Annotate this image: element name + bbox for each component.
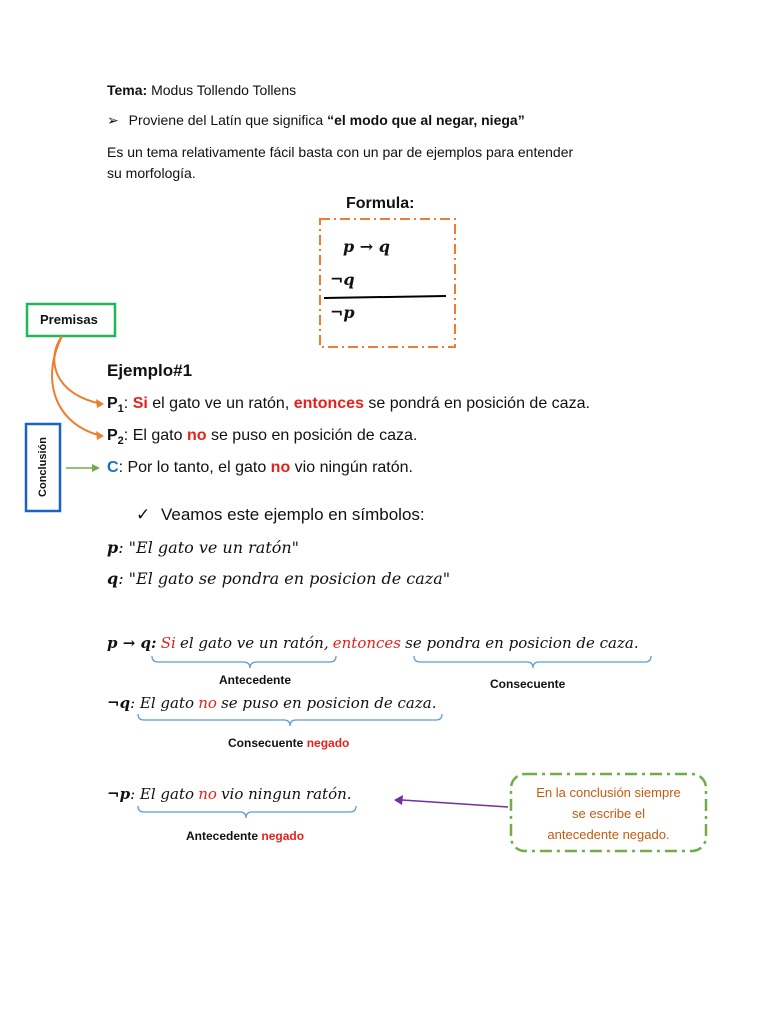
tema-value: Modus Tollendo Tollens bbox=[151, 82, 297, 98]
label-consecuente: Consecuente bbox=[490, 677, 566, 691]
p2-end: se puso en posición de caza. bbox=[210, 427, 418, 444]
bullet-arrow-icon: ➢ bbox=[107, 112, 119, 128]
tema-label: Tema: bbox=[107, 82, 148, 98]
notq-no: no bbox=[198, 694, 217, 712]
symbols-heading: Veamos este ejemplo en símbolos: bbox=[160, 505, 425, 524]
intro-line-2: su morfología. bbox=[107, 165, 196, 181]
label-antecedente-negado bbox=[186, 829, 304, 843]
note-line-3: antecedente negado. bbox=[547, 827, 670, 842]
formula-line-1: p → q bbox=[343, 237, 390, 256]
origin-text: Proviene del Latín que significa bbox=[128, 112, 324, 128]
label-consecuente-negado-2: negado bbox=[306, 736, 350, 750]
brace-consecuente bbox=[414, 656, 651, 668]
notq-symbol: ¬q bbox=[107, 694, 131, 712]
c-label: C bbox=[107, 459, 119, 476]
premisas-label: Premisas bbox=[40, 312, 98, 327]
impl-entonces: entonces bbox=[332, 634, 401, 652]
c-end: vio ningún ratón. bbox=[294, 459, 413, 476]
brace-antecedente-negado bbox=[138, 806, 356, 818]
label-antecedente-negado-2: negado bbox=[261, 829, 305, 843]
notp-start: : El gato bbox=[130, 785, 195, 803]
label-consecuente-negado bbox=[228, 736, 349, 750]
premisas-arrow-1 bbox=[54, 336, 102, 404]
impl-si: Si bbox=[160, 634, 176, 652]
impl-symbol: p → q bbox=[107, 634, 151, 652]
impl-colon: : bbox=[151, 634, 157, 652]
conclusion-label: Conclusión bbox=[37, 437, 49, 497]
p-definition bbox=[107, 538, 299, 558]
p2-start: : El gato bbox=[123, 427, 183, 444]
premise-2 bbox=[107, 427, 417, 447]
brace-antecedente bbox=[152, 656, 336, 668]
label-antecedente-negado-1: Antecedente bbox=[186, 829, 259, 843]
origin-line bbox=[107, 112, 525, 129]
notp-no: no bbox=[198, 785, 217, 803]
implication-line bbox=[107, 634, 639, 652]
formula-line-3: ¬p bbox=[330, 303, 355, 322]
premise-1 bbox=[107, 395, 590, 415]
note-arrow bbox=[402, 800, 508, 807]
example-title: Ejemplo#1 bbox=[107, 361, 193, 380]
notq-start: : El gato bbox=[130, 694, 195, 712]
p1-label: P bbox=[107, 395, 118, 412]
p-def: : "El gato ve un ratón" bbox=[118, 538, 300, 557]
p1-sub: 1 bbox=[117, 403, 124, 416]
p1-colon: : bbox=[123, 395, 129, 412]
p2-sub: 2 bbox=[117, 435, 124, 448]
origin-quote: “el modo que al negar, niega” bbox=[327, 112, 525, 128]
p-symbol: p bbox=[107, 538, 119, 557]
notp-symbol: ¬p bbox=[107, 785, 131, 803]
c-start: : Por lo tanto, el gato bbox=[118, 459, 267, 476]
p1-end: se pondrá en posición de caza. bbox=[368, 395, 590, 412]
p1-mid: el gato ve un ratón, bbox=[152, 395, 290, 412]
intro-line-1: Es un tema relativamente fácil basta con un par de ejemplos para entender bbox=[107, 144, 574, 160]
impl-antecedent: el gato ve un ratón, bbox=[179, 634, 329, 652]
q-symbol: q bbox=[107, 569, 119, 588]
conclusion-line bbox=[107, 459, 413, 477]
c-no: no bbox=[270, 459, 291, 476]
tema-line bbox=[107, 82, 296, 98]
notq-line bbox=[107, 694, 436, 712]
impl-consequent: se pondra en posicion de caza. bbox=[405, 634, 639, 652]
q-def: : "El gato se pondra en posicion de caza" bbox=[118, 569, 451, 588]
note-line-2: se escribe el bbox=[572, 806, 645, 821]
p2-label: P bbox=[107, 427, 118, 444]
note-line-1: En la conclusión siempre bbox=[536, 785, 681, 800]
notp-line bbox=[107, 785, 352, 803]
note-text bbox=[511, 782, 706, 845]
p2-no: no bbox=[186, 427, 207, 444]
notp-end: vio ningun ratón. bbox=[221, 785, 352, 803]
p1-entonces: entonces bbox=[293, 395, 364, 412]
brace-consecuente-negado bbox=[138, 714, 442, 726]
label-consecuente-negado-1: Consecuente bbox=[228, 736, 304, 750]
premisas-arrow-2 bbox=[52, 336, 102, 436]
formula-divider bbox=[324, 296, 446, 298]
label-antecedente: Antecedente bbox=[219, 673, 292, 687]
p1-si: Si bbox=[132, 395, 148, 412]
notq-end: se puso en posicion de caza. bbox=[221, 694, 437, 712]
symbols-heading-line bbox=[136, 505, 425, 525]
formula-line-2: ¬q bbox=[330, 270, 355, 289]
formula-title: Formula: bbox=[346, 195, 415, 212]
check-icon: ✓ bbox=[136, 505, 151, 524]
q-definition bbox=[107, 569, 450, 589]
